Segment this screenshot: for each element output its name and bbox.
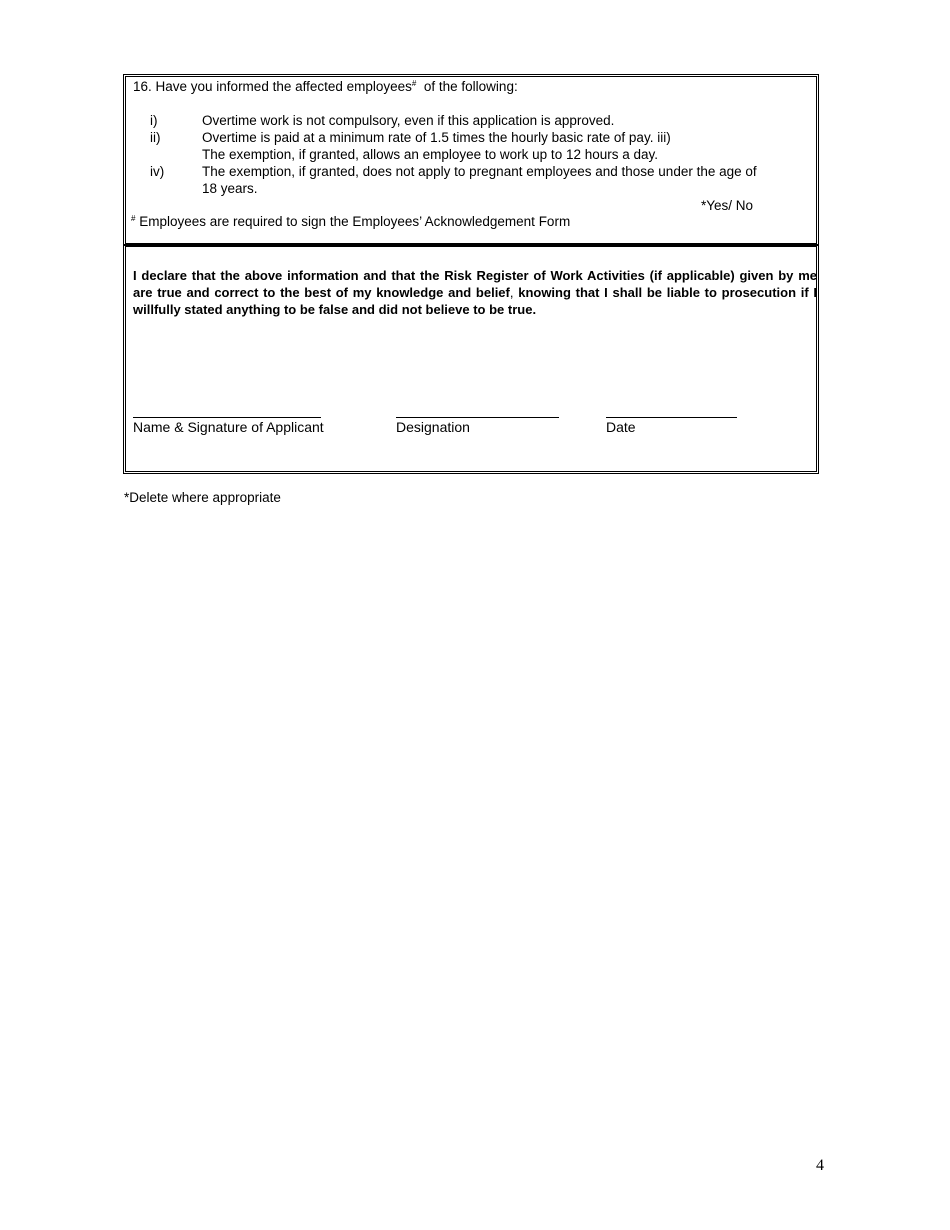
- question-16-heading: 16. Have you informed the affected employees# of the following:: [133, 79, 518, 94]
- date-label: Date: [606, 419, 636, 435]
- item-text-iii: The exemption, if granted, allows an employee to work up to 12 hours a day.: [202, 147, 659, 162]
- signature-line[interactable]: [133, 417, 321, 418]
- item-label-iv: iv): [150, 164, 165, 179]
- date-line[interactable]: [606, 417, 737, 418]
- delete-note: *Delete where appropriate: [124, 490, 281, 505]
- item-text-iv-cont: 18 years.: [202, 181, 258, 196]
- designation-label: Designation: [396, 419, 470, 435]
- designation-line[interactable]: [396, 417, 559, 418]
- page-number: 4: [816, 1157, 824, 1174]
- declaration-box: [123, 244, 819, 474]
- question-16-box: [123, 74, 819, 246]
- item-label-i: i): [150, 113, 158, 128]
- item-text-ii: Overtime is paid at a minimum rate of 1.5 times the hourly basic rate of pay. iii): [202, 130, 671, 145]
- item-text-iv: The exemption, if granted, does not apply to pregnant employees and those under the age of: [202, 164, 757, 179]
- declaration-text: I declare that the above information and that the Risk Register of Work Activities (if applicable) given by me are true and correct to the best of my knowledge and belief, knowing that I shall be liable to prosecution if I willfully stated anything to be false and did not believe to be true.: [133, 268, 817, 317]
- yes-no-answer[interactable]: *Yes/ No: [701, 198, 754, 213]
- item-label-ii: ii): [150, 130, 161, 145]
- item-text-i: Overtime work is not compulsory, even if this application is approved.: [202, 113, 615, 128]
- signature-label: Name & Signature of Applicant: [133, 419, 324, 435]
- footnote: # Employees are required to sign the Employees’ Acknowledgement Form: [131, 214, 571, 229]
